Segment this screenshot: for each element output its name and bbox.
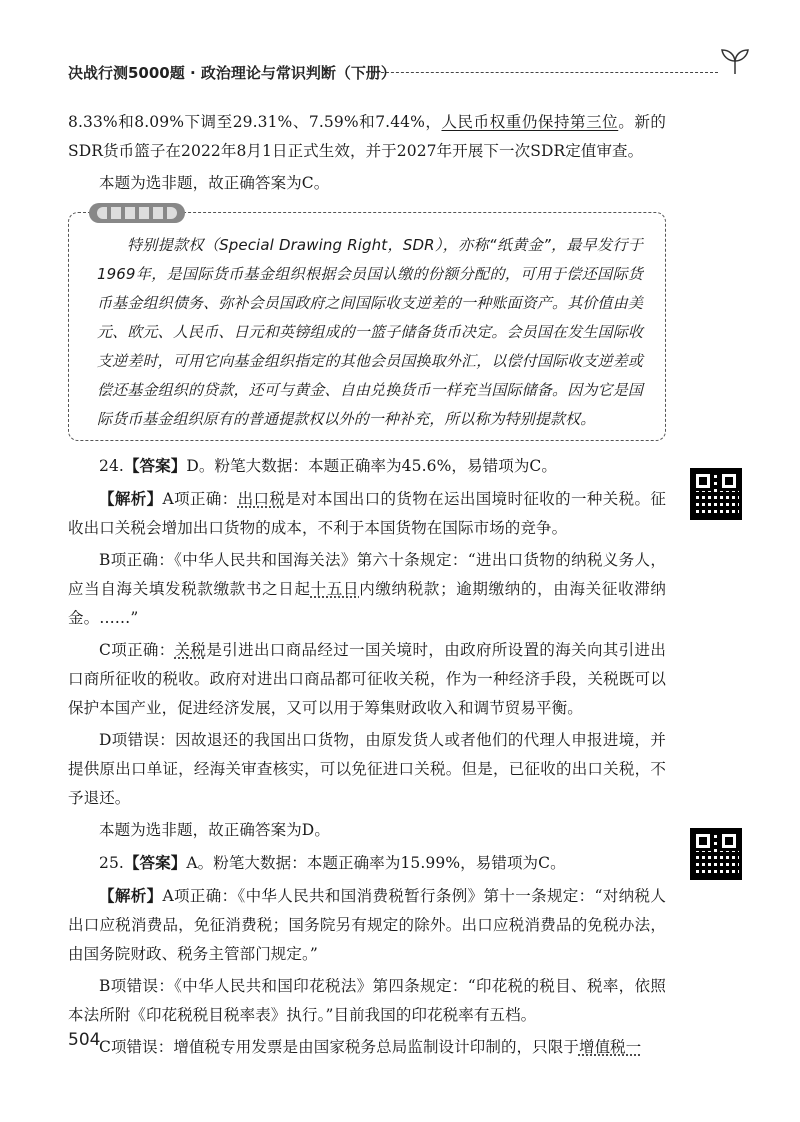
q24-analysis-b bbox=[68, 546, 666, 633]
q25-answer-line bbox=[68, 848, 666, 878]
q25-number: 25. bbox=[99, 854, 124, 872]
q24-c-underlined: 关税 bbox=[174, 641, 207, 659]
q25-analysis-b: B项错误：《中华人民共和国印花税法》第四条规定：“印花税的税目、税率，依照本法所附《印花税税目税率表》执行。”目前我国的印花税率有五档。 bbox=[68, 977, 666, 1024]
q24-number: 24. bbox=[99, 457, 124, 475]
q25-answer-tag: 【答案】 bbox=[123, 853, 187, 872]
q24-a-post: 是对本国出口的货物在运出国境时征收的一种关税。征收出口关税会增加出口货物的成本，不利于本国货物在国际市场的竞争。 bbox=[68, 490, 666, 537]
q24-analysis-d: D项错误：因故退还的我国出口货物，由原发货人或者他们的代理人申报进境，并提供原出口单证，经海关审查核实，可以免征进口关税。但是，已征收的出口关税，不予退还。 bbox=[68, 731, 666, 807]
q24-c-pre: C项正确： bbox=[99, 641, 175, 659]
q24-a-underlined: 出口税 bbox=[237, 490, 286, 508]
q24-qr-code-icon[interactable] bbox=[690, 468, 742, 520]
q24-answer-line bbox=[68, 451, 666, 481]
intro-conclusion: 本题为选非题，故正确答案为C。 bbox=[99, 174, 330, 192]
q25-analysis-tag: 【解析】 bbox=[99, 886, 163, 905]
q24-c-post: 是引进出口商品经过一国关境时，由政府所设置的海关向其引进出口商所征收的税收。政府对进出口商品都可征收关税，作为一种经济手段，关税既可以保护本国产业，促进经济发展，又可以用于筹集财政收入和调节贸易平衡。 bbox=[68, 641, 666, 717]
extension-text: 特别提款权（Special Drawing Right，SDR），亦称“纸黄金”，最早发行于1969年，是国际货币基金组织根据会员国认缴的份额分配的，可用于偿还国际货币基金组织债务、弥补会员国政府之间国际收支逆差的一种账面资产。其价值由美元、欧元、人民币、日元和英镑组成的一篮子储备货币决定。会员国在发生国际收支逆差时，可用它向基金组织指定的其他会员国换取外汇，以偿付国际收支逆差或偿还基金组织的贷款，还可与黄金、自由兑换货币一样充当国际储备。因为它是国际货币基金组织原有的普通提款权以外的一种补充，所以称为特别提款权。 bbox=[97, 236, 643, 428]
q25-qr-code-icon[interactable] bbox=[690, 828, 742, 880]
q25-analysis-a bbox=[68, 881, 666, 969]
q24-conclusion: 本题为选非题，故正确答案为D。 bbox=[99, 821, 330, 839]
box-label-badge bbox=[89, 203, 185, 223]
sprout-icon bbox=[718, 46, 752, 76]
intro-text-1: 8.33%和8.09%下调至29.31%、7.59%和7.44%， bbox=[68, 113, 442, 131]
q24-b-pre: B项正确：《中华人民共和国海关法》第六十条规定：“进出口货物的纳税义务人，应当自海关填发税款缴款书之日起 bbox=[68, 551, 666, 598]
knowledge-extension-box bbox=[68, 212, 666, 441]
q24-a-pre: A项正确： bbox=[162, 490, 238, 508]
q24-b-post: 内缴纳税款；逾期缴纳的，由海关征收滞纳金。……” bbox=[68, 580, 666, 627]
header-dashed-rule bbox=[366, 72, 718, 73]
q25-c-underlined: 增值税一 bbox=[578, 1038, 642, 1056]
intro-text-2: 。新的SDR货币篮子在2022年8月1日正式生效，并于2027年开展下一次SDR定值审查。 bbox=[68, 113, 666, 160]
q25-analysis-c bbox=[68, 1033, 666, 1062]
q24-b-underlined: 十五日 bbox=[310, 580, 360, 598]
q25-a-text: A项正确：《中华人民共和国消费税暂行条例》第十一条规定：“对纳税人出口应税消费品，免征消费税；国务院另有规定的除外。出口应税消费品的免税办法，由国务院财政、税务主管部门规定。” bbox=[68, 887, 666, 963]
q25-c-pre: C项错误：增值税专用发票是由国家税务总局监制设计印制的，只限于 bbox=[99, 1038, 579, 1056]
q24-answer-text: D。粉笔大数据：本题正确率为45.6%，易错项为C。 bbox=[186, 457, 557, 475]
q24-analysis-tag: 【解析】 bbox=[99, 489, 163, 508]
page-number: 504 bbox=[68, 1030, 101, 1050]
q24-answer-tag: 【答案】 bbox=[123, 456, 187, 475]
q24-analysis-c bbox=[68, 636, 666, 723]
page-header bbox=[68, 58, 770, 84]
page-content bbox=[68, 108, 666, 1065]
q24-analysis-a bbox=[68, 484, 666, 543]
intro-paragraph bbox=[68, 108, 666, 166]
running-title: 决战行测5000题 · 政治理论与常识判断（下册） bbox=[68, 64, 396, 82]
intro-underlined: 人民币权重仍保持第三位 bbox=[441, 113, 619, 131]
q25-answer-text: A。粉笔大数据：本题正确率为15.99%，易错项为C。 bbox=[186, 854, 566, 872]
